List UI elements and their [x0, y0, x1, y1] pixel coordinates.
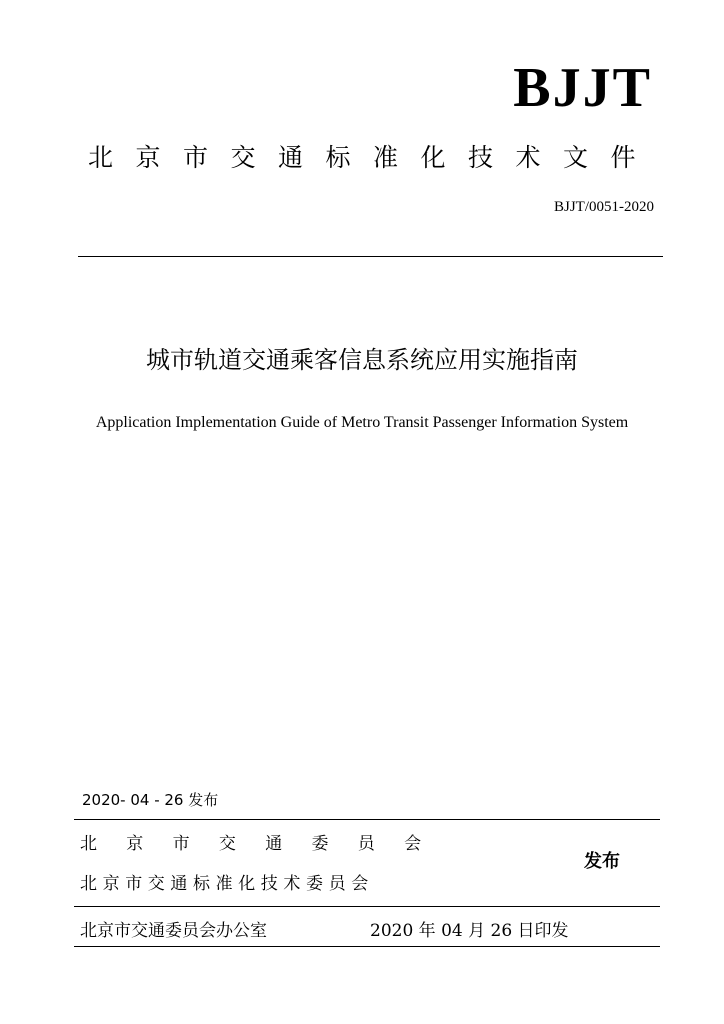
release-date: 2020- 04 - 26 发布: [82, 791, 219, 809]
logo-bjjt: BJJT: [513, 57, 652, 119]
document-title-english: Application Implementation Guide of Metro Transit Passenger Information System: [95, 414, 629, 431]
series-title: 北京市交通标准化技术文件: [88, 143, 659, 172]
issuer-standardization-committee: 北京市交通标准化技术委员会: [80, 874, 374, 894]
issuer-top-divider: [74, 819, 660, 820]
document-title-chinese: 城市轨道交通乘客信息系统应用实施指南: [146, 346, 578, 374]
print-date: 2020 年 04 月 26 日印发: [370, 921, 569, 941]
footer-bottom-divider: [74, 946, 660, 947]
publish-label: 发布: [584, 851, 620, 872]
document-number: BJJT/0051-2020: [553, 199, 654, 215]
issuing-office: 北京市交通委员会办公室: [80, 921, 267, 941]
header-divider: [78, 256, 663, 257]
issuer-transport-commission: 北京市交通委员会: [80, 834, 451, 854]
footer-top-divider: [74, 906, 660, 907]
